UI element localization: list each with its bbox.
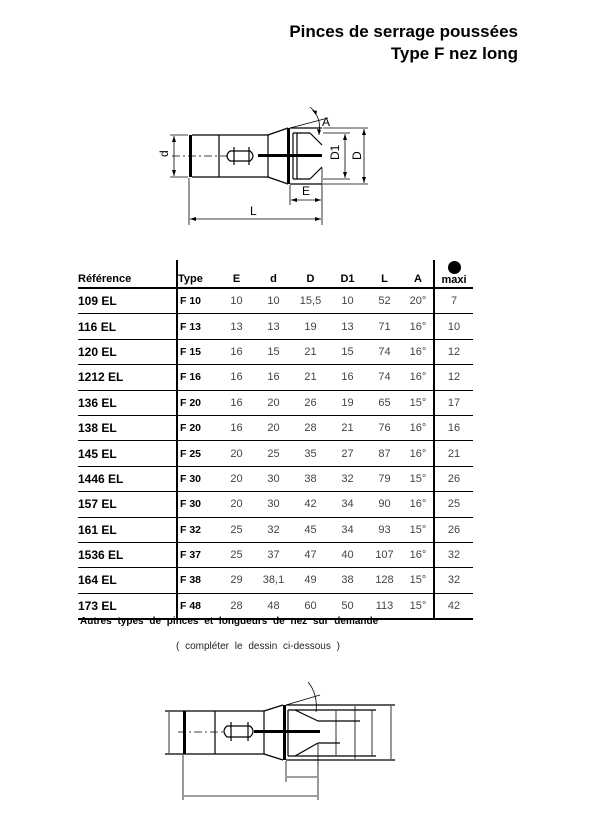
cell-d: 60 — [292, 593, 329, 619]
filled-circle-icon — [448, 261, 461, 274]
col-header-D1: D1 — [329, 260, 366, 288]
cell-a: 16° — [403, 365, 434, 390]
cell-e: 16 — [218, 415, 255, 440]
cell-d: 47 — [292, 542, 329, 567]
cell-d1: 19 — [329, 390, 366, 415]
cell-ref: 164 EL — [78, 568, 177, 593]
cell-l: 71 — [366, 314, 403, 339]
cell-type: F 16 — [177, 365, 218, 390]
cell-d: 38 — [292, 466, 329, 491]
cell-d1: 50 — [329, 593, 366, 619]
cell-type: F 10 — [177, 288, 218, 314]
cell-d: 20 — [255, 390, 292, 415]
blank-collet-outline — [165, 705, 395, 760]
cell-maxi: 26 — [434, 517, 473, 542]
cell-ref: 145 EL — [78, 441, 177, 466]
cell-d: 38,1 — [255, 568, 292, 593]
cell-e: 20 — [218, 492, 255, 517]
table-row — [78, 568, 473, 593]
cell-a: 16° — [403, 492, 434, 517]
cell-a: 16° — [403, 542, 434, 567]
cell-type: F 30 — [177, 466, 218, 491]
cell-a: 15° — [403, 568, 434, 593]
cell-maxi: 10 — [434, 314, 473, 339]
cell-maxi: 32 — [434, 542, 473, 567]
cell-ref: 157 EL — [78, 492, 177, 517]
cell-e: 13 — [218, 314, 255, 339]
cell-maxi: 12 — [434, 339, 473, 364]
cell-e: 16 — [218, 390, 255, 415]
cell-l: 113 — [366, 593, 403, 619]
cell-d: 15,5 — [292, 288, 329, 314]
cell-maxi: 42 — [434, 593, 473, 619]
cell-ref: 173 EL — [78, 593, 177, 619]
cell-l: 74 — [366, 365, 403, 390]
cell-d: 25 — [255, 441, 292, 466]
blank-collet-drawing — [140, 670, 420, 825]
cell-maxi: 26 — [434, 466, 473, 491]
cell-ref: 116 EL — [78, 314, 177, 339]
cell-e: 20 — [218, 441, 255, 466]
col-header-L: L — [366, 260, 403, 288]
cell-ref: 1446 EL — [78, 466, 177, 491]
table-row — [78, 441, 473, 466]
cell-d1: 34 — [329, 517, 366, 542]
table-row — [78, 390, 473, 415]
cell-d: 30 — [255, 466, 292, 491]
cell-ref: 1212 EL — [78, 365, 177, 390]
cell-a: 15° — [403, 593, 434, 619]
cell-l: 128 — [366, 568, 403, 593]
label-A: A — [322, 115, 331, 129]
cell-e: 25 — [218, 517, 255, 542]
cell-d: 15 — [255, 339, 292, 364]
cell-type: F 38 — [177, 568, 218, 593]
cell-a: 15° — [403, 517, 434, 542]
cell-type: F 15 — [177, 339, 218, 364]
cell-type: F 37 — [177, 542, 218, 567]
cell-d: 21 — [292, 365, 329, 390]
cell-d1: 34 — [329, 492, 366, 517]
cell-d: 19 — [292, 314, 329, 339]
cell-ref: 1536 EL — [78, 542, 177, 567]
cell-l: 65 — [366, 390, 403, 415]
collet-dimension-drawing — [150, 95, 370, 235]
label-d: d — [157, 150, 171, 157]
label-D1: D1 — [328, 144, 342, 160]
table-row — [78, 339, 473, 364]
cell-d: 16 — [255, 365, 292, 390]
table-row — [78, 288, 473, 314]
cell-d: 48 — [255, 593, 292, 619]
cell-d: 49 — [292, 568, 329, 593]
col-header-A: A — [403, 260, 434, 288]
cell-type: F 20 — [177, 390, 218, 415]
cell-d1: 38 — [329, 568, 366, 593]
cell-d1: 15 — [329, 339, 366, 364]
cell-e: 16 — [218, 365, 255, 390]
cell-e: 10 — [218, 288, 255, 314]
label-E: E — [302, 184, 311, 198]
page-subtitle: Type F nez long — [390, 44, 518, 63]
cell-a: 16° — [403, 339, 434, 364]
cell-d1: 27 — [329, 441, 366, 466]
cell-d: 10 — [255, 288, 292, 314]
dimension-lines — [170, 107, 368, 225]
cell-maxi: 21 — [434, 441, 473, 466]
cell-a: 15° — [403, 390, 434, 415]
cell-d1: 10 — [329, 288, 366, 314]
table-row — [78, 314, 473, 339]
cell-l: 52 — [366, 288, 403, 314]
dimension-arrows — [172, 110, 366, 221]
table-header-row — [78, 260, 473, 288]
cell-e: 20 — [218, 466, 255, 491]
cell-d: 45 — [292, 517, 329, 542]
cell-d1: 16 — [329, 365, 366, 390]
table-row — [78, 492, 473, 517]
cell-e: 29 — [218, 568, 255, 593]
cell-ref: 109 EL — [78, 288, 177, 314]
table-row — [78, 466, 473, 491]
cell-d: 42 — [292, 492, 329, 517]
cell-ref: 120 EL — [78, 339, 177, 364]
cell-type: F 25 — [177, 441, 218, 466]
cell-type: F 30 — [177, 492, 218, 517]
col-header-reference: Référence — [78, 260, 177, 288]
collet-outline — [172, 128, 322, 184]
table-row — [78, 365, 473, 390]
cell-maxi: 17 — [434, 390, 473, 415]
cell-type: F 20 — [177, 415, 218, 440]
cell-maxi: 25 — [434, 492, 473, 517]
col-header-E: E — [218, 260, 255, 288]
cell-e: 28 — [218, 593, 255, 619]
cell-l: 74 — [366, 339, 403, 364]
cell-a: 15° — [403, 466, 434, 491]
cell-a: 16° — [403, 415, 434, 440]
cell-ref: 161 EL — [78, 517, 177, 542]
cell-e: 25 — [218, 542, 255, 567]
cell-a: 20° — [403, 288, 434, 314]
cell-l: 76 — [366, 415, 403, 440]
cell-d: 21 — [292, 339, 329, 364]
col-header-D: D — [292, 260, 329, 288]
cell-maxi: 16 — [434, 415, 473, 440]
blank-dimension-lines — [169, 682, 391, 800]
collet-spec-table — [78, 260, 473, 620]
cell-d: 26 — [292, 390, 329, 415]
cell-d: 35 — [292, 441, 329, 466]
complete-drawing-note: ( compléter le dessin ci-dessous ) — [176, 641, 340, 652]
cell-d1: 40 — [329, 542, 366, 567]
label-L: L — [250, 204, 257, 218]
cell-type: F 48 — [177, 593, 218, 619]
label-D: D — [350, 151, 364, 160]
cell-e: 16 — [218, 339, 255, 364]
cell-ref: 138 EL — [78, 415, 177, 440]
col-header-type: Type — [177, 260, 218, 288]
col-header-maxi — [434, 260, 473, 288]
cell-d: 28 — [292, 415, 329, 440]
cell-maxi: 7 — [434, 288, 473, 314]
cell-d1: 13 — [329, 314, 366, 339]
cell-l: 107 — [366, 542, 403, 567]
other-types-note: Autres types de pinces et longueurs de nez sur demande — [80, 616, 379, 627]
cell-d: 13 — [255, 314, 292, 339]
cell-d: 30 — [255, 492, 292, 517]
table-row — [78, 415, 473, 440]
cell-d1: 21 — [329, 415, 366, 440]
table-row — [78, 542, 473, 567]
cell-d: 20 — [255, 415, 292, 440]
table-row — [78, 517, 473, 542]
cell-d: 37 — [255, 542, 292, 567]
cell-type: F 13 — [177, 314, 218, 339]
cell-l: 90 — [366, 492, 403, 517]
cell-a: 16° — [403, 314, 434, 339]
cell-l: 87 — [366, 441, 403, 466]
cell-maxi: 32 — [434, 568, 473, 593]
cell-maxi: 12 — [434, 365, 473, 390]
cell-l: 93 — [366, 517, 403, 542]
page-title: Pinces de serrage poussées — [289, 22, 518, 41]
cell-l: 79 — [366, 466, 403, 491]
col-header-d: d — [255, 260, 292, 288]
maxi-label: maxi — [441, 274, 467, 286]
cell-type: F 32 — [177, 517, 218, 542]
cell-d1: 32 — [329, 466, 366, 491]
cell-d: 32 — [255, 517, 292, 542]
cell-ref: 136 EL — [78, 390, 177, 415]
cell-a: 16° — [403, 441, 434, 466]
